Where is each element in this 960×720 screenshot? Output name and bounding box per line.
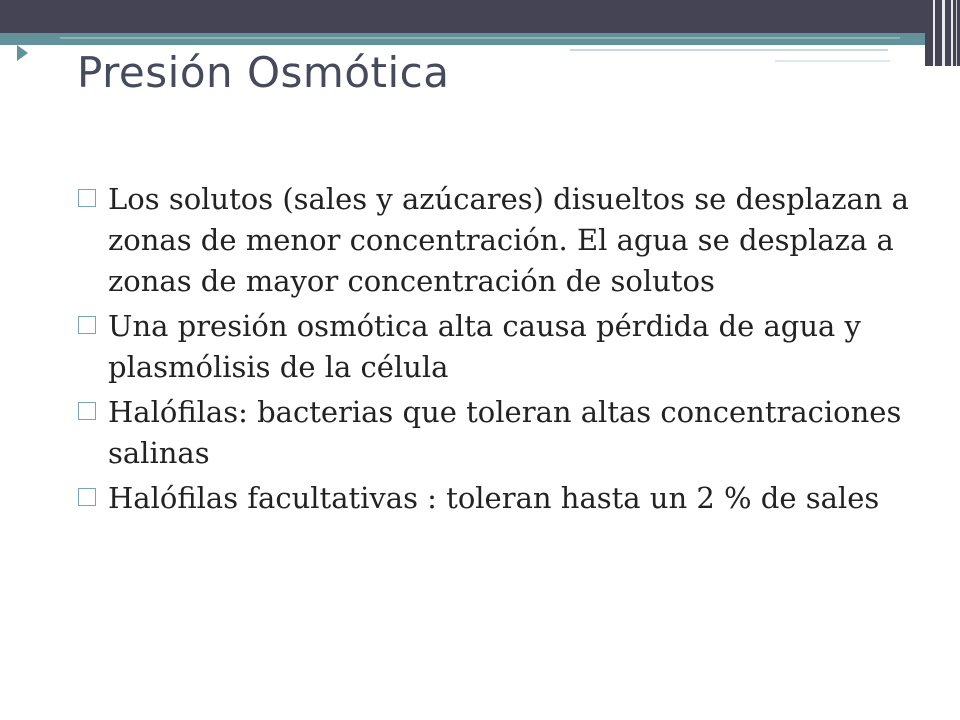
hollow-square-icon [78, 402, 96, 420]
bullet-text: Los solutos (sales y azúcares) disueltos se desplazan a zonas de menor concentración. El agua se desplaza a zonas de mayor concentración de solutos [108, 182, 909, 298]
bullet-item [78, 179, 918, 302]
slide-title: Presión Osmótica [77, 48, 450, 97]
decorative-rule [570, 49, 888, 51]
bullet-text: Halófilas: bacterias que toleran altas concentraciones salinas [108, 395, 902, 470]
header-stripe [942, 0, 945, 66]
bullet-item [78, 478, 918, 519]
bullet-list [78, 179, 918, 523]
decorative-rule [775, 60, 890, 62]
header-bar [0, 0, 925, 33]
bullet-text: Halófilas facultativas : toleran hasta un 2 % de sales [108, 481, 880, 515]
hollow-square-icon [78, 488, 96, 506]
triangle-right-icon [17, 45, 28, 61]
bullet-item [78, 306, 918, 388]
bullet-text: Una presión osmótica alta causa pérdida de agua y plasmólisis de la célula [108, 309, 861, 384]
hollow-square-icon [78, 316, 96, 334]
accent-band-line [60, 37, 900, 39]
bullet-item [78, 392, 918, 474]
header-stripe [933, 0, 935, 66]
header-stripe [956, 0, 957, 66]
hollow-square-icon [78, 189, 96, 207]
accent-band [0, 33, 925, 45]
header-stripe [951, 0, 953, 66]
